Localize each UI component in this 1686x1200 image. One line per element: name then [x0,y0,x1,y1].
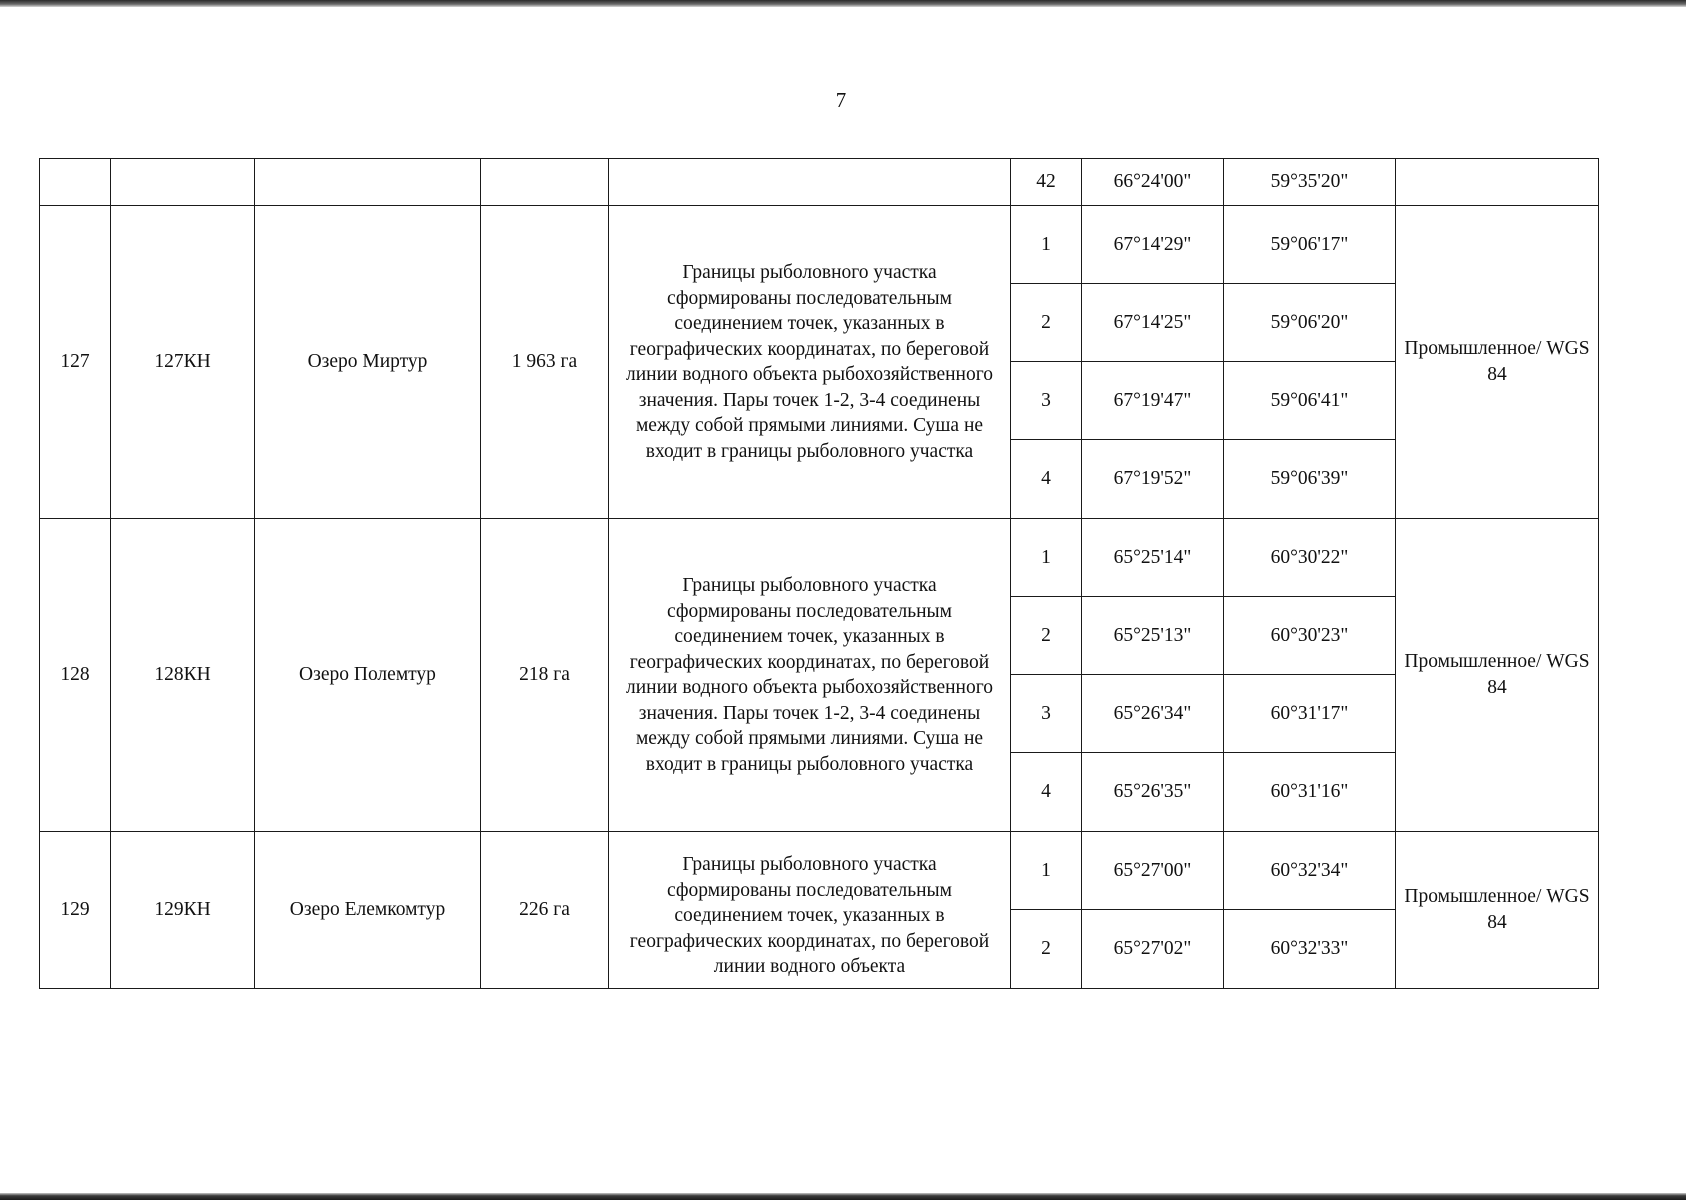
boundary-description: Границы рыболовного участка сформированы последовательным соединением точек, указанных в географических координатах, по береговой линии водного объекта рыбохозяйственного значения. Пары точек 1-2, 3-4 соединены между собой прямыми линиями. Суша не входит в границы рыболовного участка [609,206,1011,519]
point-latitude: 65°25'14" [1082,519,1224,597]
point-longitude: 60°30'23" [1224,597,1396,675]
point-number: 1 [1011,832,1082,910]
point-number: 4 [1011,440,1082,519]
point-number: 3 [1011,362,1082,440]
water-body-name: Озеро Елемкомтур [255,832,481,989]
section-code: 129КН [111,832,255,989]
section-area: 218 га [481,519,609,832]
table-row [40,206,1599,284]
point-latitude: 65°27'00" [1082,832,1224,910]
section-code: 127КН [111,206,255,519]
water-body-name: Озеро Полемтур [255,519,481,832]
point-latitude: 65°27'02" [1082,910,1224,989]
section-area: 226 га [481,832,609,989]
blank-cell [111,159,255,206]
table-row [40,519,1599,597]
section-number: 129 [40,832,111,989]
fishing-areas-table [39,158,1599,989]
point-latitude: 67°19'52" [1082,440,1224,519]
purpose-coordinate-system: Промышленное/ WGS 84 [1396,519,1599,832]
point-number: 2 [1011,597,1082,675]
blank-cell [40,159,111,206]
point-number: 2 [1011,284,1082,362]
purpose-coordinate-system: Промышленное/ WGS 84 [1396,206,1599,519]
point-number: 42 [1011,159,1082,206]
blank-cell [1396,159,1599,206]
point-number: 2 [1011,910,1082,989]
page-number: 7 [835,88,847,112]
purpose-coordinate-system: Промышленное/ WGS 84 [1396,832,1599,989]
section-number: 128 [40,519,111,832]
point-latitude: 65°25'13" [1082,597,1224,675]
table-row [40,832,1599,910]
point-longitude: 60°32'34" [1224,832,1396,910]
point-latitude: 67°19'47" [1082,362,1224,440]
blank-cell [609,159,1011,206]
table-row [40,159,1599,206]
point-latitude: 67°14'25" [1082,284,1224,362]
point-longitude: 60°30'22" [1224,519,1396,597]
point-longitude: 59°35'20" [1224,159,1396,206]
section-number: 127 [40,206,111,519]
section-code: 128КН [111,519,255,832]
scan-edge-top [0,0,1686,7]
blank-cell [481,159,609,206]
point-number: 3 [1011,675,1082,753]
point-longitude: 59°06'20" [1224,284,1396,362]
point-latitude: 66°24'00" [1082,159,1224,206]
water-body-name: Озеро Миртур [255,206,481,519]
blank-cell [255,159,481,206]
boundary-description: Границы рыболовного участка сформированы последовательным соединением точек, указанных в географических координатах, по береговой линии водного объекта рыбохозяйственного значения. Пары точек 1-2, 3-4 соединены между собой прямыми линиями. Суша не входит в границы рыболовного участка [609,519,1011,832]
point-longitude: 60°32'33" [1224,910,1396,989]
point-longitude: 59°06'39" [1224,440,1396,519]
section-area: 1 963 га [481,206,609,519]
point-number: 1 [1011,519,1082,597]
point-longitude: 59°06'41" [1224,362,1396,440]
point-latitude: 67°14'29" [1082,206,1224,284]
boundary-description: Границы рыболовного участка сформированы последовательным соединением точек, указанных в географических координатах, по береговой линии водного объекта [609,832,1011,989]
point-number: 1 [1011,206,1082,284]
point-longitude: 60°31'17" [1224,675,1396,753]
point-longitude: 60°31'16" [1224,753,1396,832]
scan-edge-bottom [0,1193,1686,1200]
point-longitude: 59°06'17" [1224,206,1396,284]
point-number: 4 [1011,753,1082,832]
point-latitude: 65°26'34" [1082,675,1224,753]
point-latitude: 65°26'35" [1082,753,1224,832]
